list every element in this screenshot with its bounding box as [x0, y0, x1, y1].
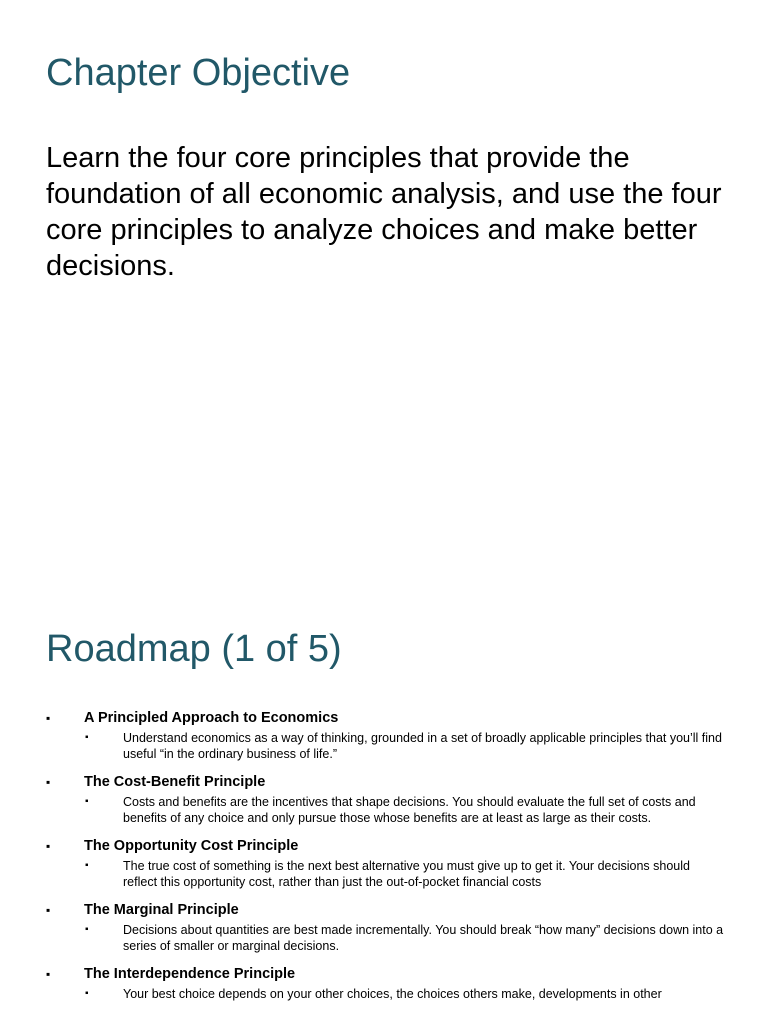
roadmap-item-detail: Your best choice depends on your other choices, the choices others make, developments in other — [123, 987, 662, 1001]
chapter-objective-body: Learn the four core principles that provide the foundation of all economic analysis, and use the four core principles to analyze choices and make better decisions. — [46, 142, 722, 282]
chapter-objective-title: Chapter Objective — [46, 52, 351, 94]
roadmap-item — [46, 836, 726, 890]
roadmap-item-detail: Costs and benefits are the incentives that shape decisions. You should evaluate the full set of costs and benefits of any choice and only pursue those whose benefits are at least as large as their costs. — [123, 795, 696, 825]
sub-bullet-icon: ▪ — [85, 732, 89, 743]
roadmap-item — [46, 708, 726, 762]
roadmap-list — [46, 708, 726, 1013]
bullet-icon: ▪ — [46, 775, 51, 789]
bullet-icon: ▪ — [46, 711, 51, 725]
roadmap-item-heading: The Opportunity Cost Principle — [84, 838, 299, 854]
sub-bullet-icon: ▪ — [85, 924, 89, 935]
roadmap-item — [46, 772, 726, 826]
roadmap-item-heading: The Interdependence Principle — [84, 966, 296, 982]
roadmap-item — [46, 964, 726, 1003]
roadmap-item-heading: A Principled Approach to Economics — [84, 710, 339, 726]
bullet-icon: ▪ — [46, 967, 51, 981]
bullet-icon: ▪ — [46, 903, 51, 917]
sub-bullet-icon: ▪ — [85, 796, 89, 807]
sub-bullet-icon: ▪ — [85, 860, 89, 871]
roadmap-item-detail: The true cost of something is the next best alternative you must give up to get it. Your decisions should reflect this opportunity cost, rather than just the out-of-pocket financial costs — [123, 859, 690, 889]
roadmap-item — [46, 900, 726, 954]
roadmap-item-heading: The Marginal Principle — [84, 902, 239, 918]
roadmap-item-detail: Understand economics as a way of thinking, grounded in a set of broadly applicable principles that you’ll find useful “in the ordinary business of life.” — [123, 731, 722, 761]
roadmap-item-heading: The Cost-Benefit Principle — [84, 774, 266, 790]
roadmap-item-detail: Decisions about quantities are best made incrementally. You should break “how many” decisions down into a series of smaller or marginal decisions. — [123, 923, 724, 953]
sub-bullet-icon: ▪ — [85, 988, 89, 999]
roadmap-title: Roadmap (1 of 5) — [46, 628, 342, 670]
bullet-icon: ▪ — [46, 839, 51, 853]
